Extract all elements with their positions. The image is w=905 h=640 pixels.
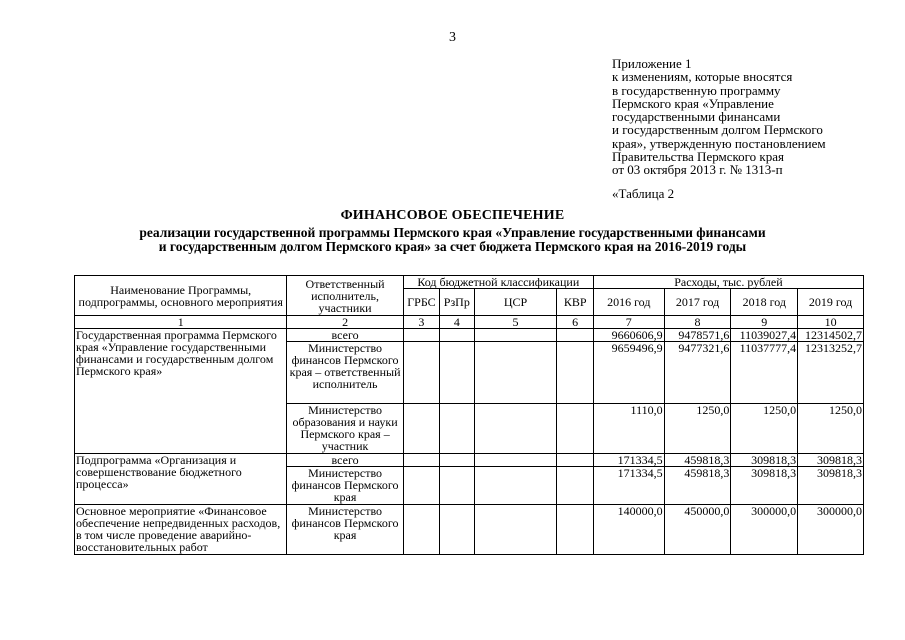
header-grbs: ГРБС bbox=[403, 289, 439, 316]
grbs-cell bbox=[403, 505, 439, 555]
appendix-line: государственными финансами bbox=[612, 109, 781, 125]
appendix-line: края», утвержденную постановлением bbox=[612, 135, 826, 151]
value-2019-cell: 309818,3 bbox=[798, 454, 864, 467]
value-2018-cell: 309818,3 bbox=[731, 467, 798, 505]
column-number: 7 bbox=[593, 316, 664, 329]
financing-table bbox=[74, 275, 864, 555]
header-2019: 2019 год bbox=[798, 289, 864, 316]
csr-cell bbox=[474, 342, 557, 404]
header-csr: ЦСР bbox=[474, 289, 557, 316]
value-2018-cell: 11037777,4 bbox=[731, 342, 798, 404]
grbs-cell bbox=[403, 329, 439, 342]
value-2019-cell: 300000,0 bbox=[798, 505, 864, 555]
appendix-block bbox=[612, 57, 892, 177]
executor-cell: Министерство финансов Пермского края – ответственный исполнитель bbox=[287, 342, 403, 404]
column-number: 8 bbox=[664, 316, 731, 329]
subtitle-line: реализации государственной программы Пермского края «Управление государственными финансами bbox=[139, 225, 766, 240]
header-rzpr: РзПр bbox=[440, 289, 474, 316]
table-row bbox=[75, 505, 864, 555]
subtitle-line: и государственным долгом Пермского края» за счет бюджета Пермского края на 2016-2019 годы bbox=[158, 238, 747, 254]
executor-cell: Министерство финансов Пермского края bbox=[287, 467, 403, 505]
rzpr-cell bbox=[440, 467, 474, 505]
page-number: 3 bbox=[449, 30, 456, 45]
rzpr-cell bbox=[440, 454, 474, 467]
value-2016-cell: 9659496,9 bbox=[593, 342, 664, 404]
header-name: Наименование Программы, подпрограммы, основного мероприятия bbox=[75, 276, 287, 316]
executor-cell: Министерство образования и науки Пермского края – участник bbox=[287, 404, 403, 454]
rzpr-cell bbox=[440, 342, 474, 404]
header-2017: 2017 год bbox=[664, 289, 731, 316]
kvr-cell bbox=[557, 454, 593, 467]
subprogram-name-cell: Подпрограмма «Организация и совершенствование бюджетного процесса» bbox=[75, 454, 287, 505]
kvr-cell bbox=[557, 342, 593, 404]
table-row bbox=[75, 454, 864, 467]
activity-name-cell: Основное мероприятие «Финансовое обеспечение непредвиденных расходов, в том числе проведение аварийно-восстановительных работ bbox=[75, 505, 287, 555]
document-subtitle bbox=[0, 226, 905, 253]
value-2016-cell: 1110,0 bbox=[593, 404, 664, 454]
kvr-cell bbox=[557, 404, 593, 454]
appendix-line: от 03 октября 2013 г. № 1313-п bbox=[612, 162, 783, 178]
value-2018-cell: 1250,0 bbox=[731, 404, 798, 454]
csr-cell bbox=[474, 467, 557, 505]
appendix-line: и государственным долгом Пермского bbox=[612, 122, 823, 138]
appendix-line: Приложение 1 bbox=[612, 56, 692, 71]
header-row bbox=[75, 276, 864, 289]
grbs-cell bbox=[403, 404, 439, 454]
value-2019-cell: 1250,0 bbox=[798, 404, 864, 454]
appendix-line: Правительства Пермского края bbox=[612, 149, 784, 165]
appendix-line: к изменениям, которые вносятся bbox=[612, 69, 793, 85]
table-row bbox=[75, 329, 864, 342]
rzpr-cell bbox=[440, 505, 474, 555]
value-2016-cell: 171334,5 bbox=[593, 454, 664, 467]
header-2018: 2018 год bbox=[731, 289, 798, 316]
value-2019-cell: 309818,3 bbox=[798, 467, 864, 505]
column-number: 6 bbox=[557, 316, 593, 329]
header-kvr: КВР bbox=[557, 289, 593, 316]
value-2016-cell: 171334,5 bbox=[593, 467, 664, 505]
rzpr-cell bbox=[440, 329, 474, 342]
column-number: 10 bbox=[798, 316, 864, 329]
value-2016-cell: 9660606,9 bbox=[593, 329, 664, 342]
column-number: 1 bbox=[75, 316, 287, 329]
document-title: ФИНАНСОВОЕ ОБЕСПЕЧЕНИЕ bbox=[340, 208, 565, 223]
executor-cell: всего bbox=[287, 454, 403, 467]
header-expenses: Расходы, тыс. рублей bbox=[593, 276, 863, 289]
grbs-cell bbox=[403, 454, 439, 467]
value-2018-cell: 11039027,4 bbox=[731, 329, 798, 342]
executor-cell: всего bbox=[287, 329, 403, 342]
table-reference: «Таблица 2 bbox=[612, 186, 675, 201]
grbs-cell bbox=[403, 342, 439, 404]
csr-cell bbox=[474, 404, 557, 454]
value-2017-cell: 9478571,6 bbox=[664, 329, 731, 342]
column-number: 2 bbox=[287, 316, 403, 329]
value-2018-cell: 300000,0 bbox=[731, 505, 798, 555]
kvr-cell bbox=[557, 505, 593, 555]
header-executor: Ответственный исполнитель, участники bbox=[287, 276, 403, 316]
value-2017-cell: 450000,0 bbox=[664, 505, 731, 555]
grbs-cell bbox=[403, 467, 439, 505]
csr-cell bbox=[474, 329, 557, 342]
header-2016: 2016 год bbox=[593, 289, 664, 316]
value-2019-cell: 12313252,7 bbox=[798, 342, 864, 404]
value-2019-cell: 12314502,7 bbox=[798, 329, 864, 342]
kvr-cell bbox=[557, 329, 593, 342]
value-2018-cell: 309818,3 bbox=[731, 454, 798, 467]
column-number: 4 bbox=[440, 316, 474, 329]
rzpr-cell bbox=[440, 404, 474, 454]
appendix-line: Пермского края «Управление bbox=[612, 95, 774, 111]
column-number: 9 bbox=[731, 316, 798, 329]
column-number-row bbox=[75, 316, 864, 329]
value-2017-cell: 459818,3 bbox=[664, 467, 731, 505]
value-2017-cell: 459818,3 bbox=[664, 454, 731, 467]
column-number: 5 bbox=[474, 316, 557, 329]
kvr-cell bbox=[557, 467, 593, 505]
program-name-cell: Государственная программа Пермского края «Управление государственными финансами и государственным долгом Пермского края» bbox=[75, 329, 287, 454]
header-budget-code: Код бюджетной классификации bbox=[403, 276, 593, 289]
executor-cell: Министерство финансов Пермского края bbox=[287, 505, 403, 555]
column-number: 3 bbox=[403, 316, 439, 329]
appendix-line: в государственную программу bbox=[612, 82, 781, 98]
csr-cell bbox=[474, 454, 557, 467]
value-2017-cell: 9477321,6 bbox=[664, 342, 731, 404]
csr-cell bbox=[474, 505, 557, 555]
value-2016-cell: 140000,0 bbox=[593, 505, 664, 555]
value-2017-cell: 1250,0 bbox=[664, 404, 731, 454]
